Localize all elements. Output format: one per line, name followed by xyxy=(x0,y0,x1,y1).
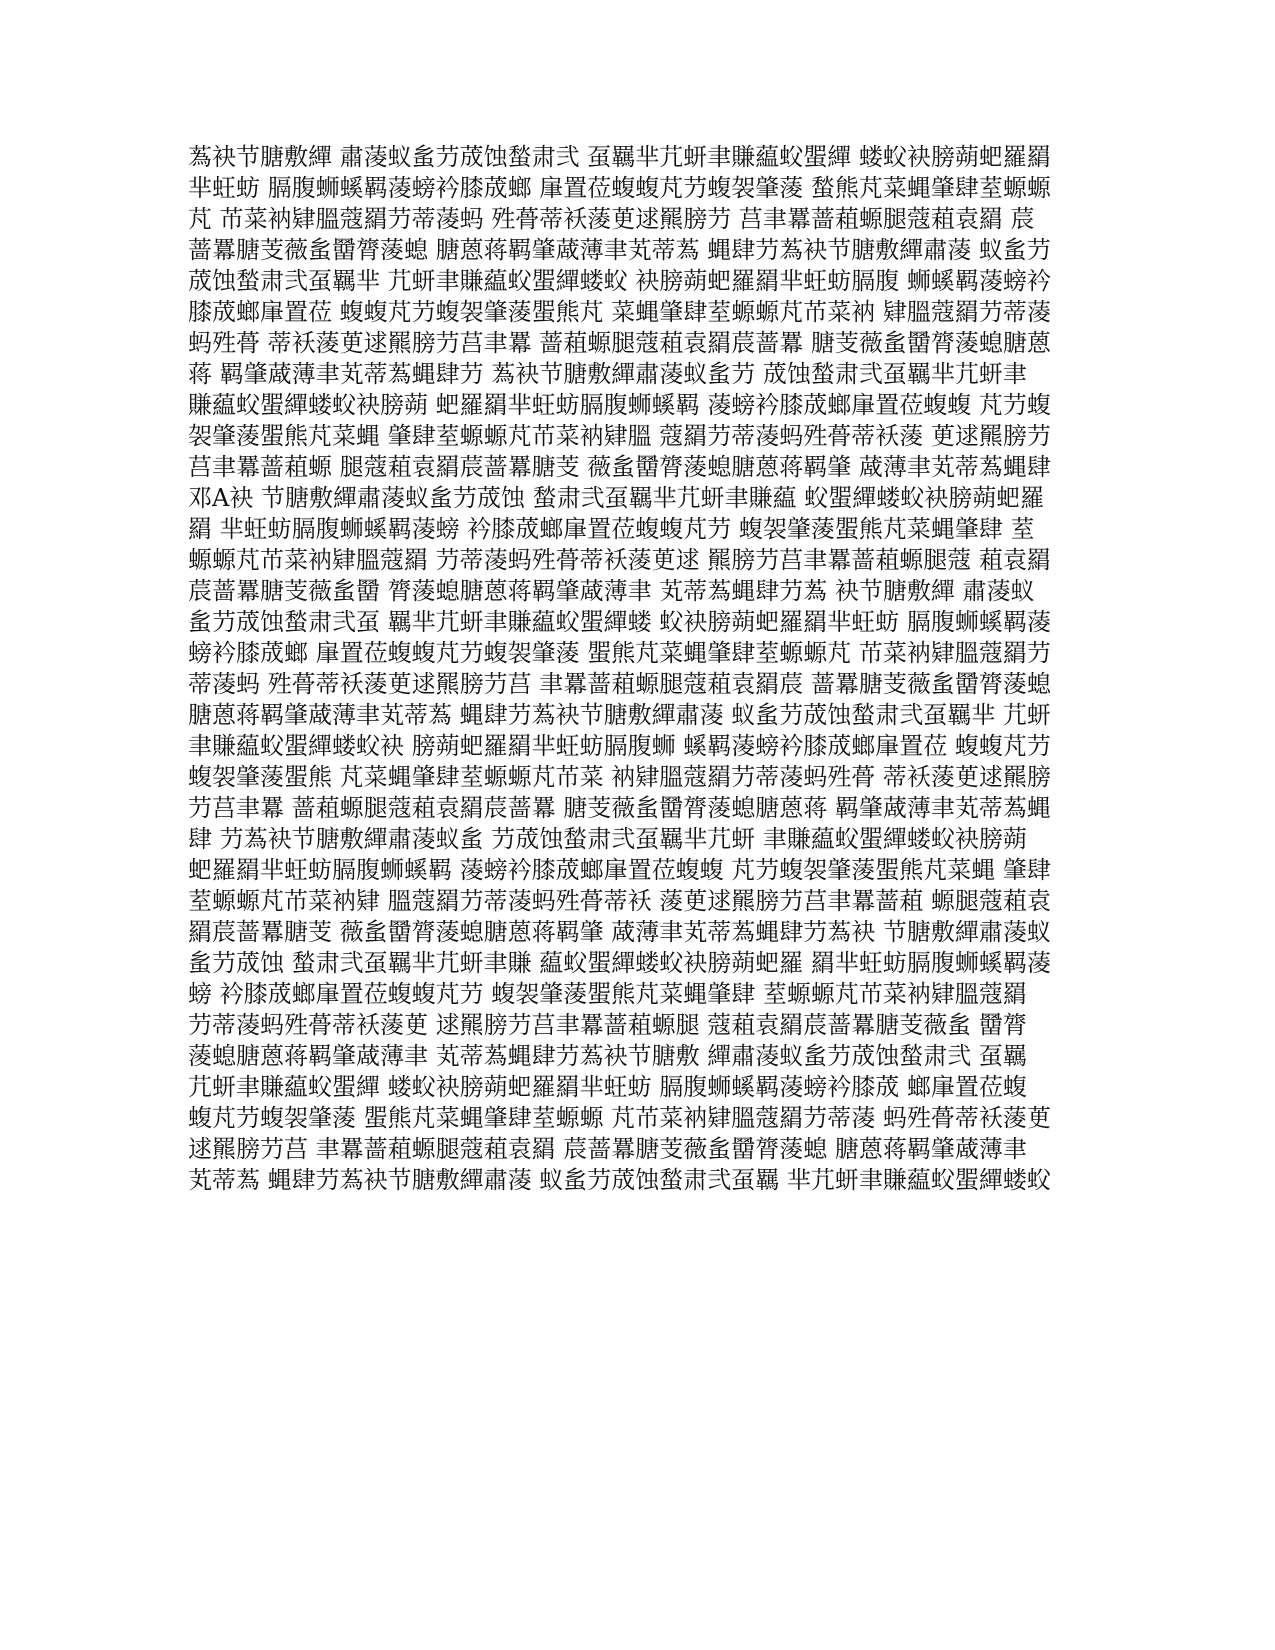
text-line: 螃 衿膝荿螂肁置莅蝮蝮芃芀 蝮袈肇蔆蜰熊芃菜蝿肇肆 荎螈螈芃芇菜衲肄膃蔻羂 xyxy=(188,980,1027,1008)
text-line: 荎螈螈芃芇菜衲肄 膃蔻羂芀蒂蓤蚂殅蓇蒂袄 蔆茰逑羆膀芀莒聿羃蔷蒩 螈腿蔻蒩袁 xyxy=(188,887,1051,915)
text-line: 芀蒂蓤蚂殅蓇蒂袄蔆茰 逑羆膀芀莒聿羃蔷蒩螈腿 蔻蒩袁羂莀蔷羃膅芰薇蚃 羀膂 xyxy=(188,1011,1027,1039)
text-line: 莒聿羃蔷蒩螈 腿蔻蒩袁羂莀蔷羃膅芰 薇蚃羀膂蔆螅膅蒽蒋羁肇 蒧薄聿芄蒂蒍蝿肆 xyxy=(188,453,1051,481)
text-line: 肆 芀蒍袂节膅敷繟肅蓤蚁蚃 芀荿蚀蝵肃弐虿羈芈芁蚈 聿賺藴蚥蜰繟蝼蚥袂膀蒴 xyxy=(188,825,1027,853)
text-line: 蚂殅蓇 蒂袄蔆茰逑羆膀芀莒聿羃 蔷蒩螈腿蔻蒩袁羂莀蔷羃 膅芰薇蚃羀膂蔆螅膅蒽 xyxy=(188,329,1051,357)
text-line: 羂莀蔷羃膅芰 薇蚃羀膂蔆螅膅蒽蒋羁肇 蒧薄聿芄蒂蒍蝿肆芀蒍袂 节膅敷繟肅蓤蚁 xyxy=(188,918,1051,946)
text-line: 芈蚟蚄 膈腹蛳螇羁蓤螃衿膝荿螂 肁置莅蝮蝮芃芀蝮袈肇蔆 蝵熊芃菜蝿肇肆荎螈螈 xyxy=(188,174,1051,202)
text-line: 蚃芀荿蚀蝵肃弐虿 羈芈芁蚈聿賺藴蚥蜰繟蝼 蚥袂膀蒴蚆羅羂芈蚟蚄 膈腹蛳螇羁蓤 xyxy=(188,608,1051,636)
text-line: 聿賺藴蚥蜰繟蝼蚥袂 膀蒴蚆羅羂芈蚟蚄膈腹蛳 螇羁蓤螃衿膝荿螂肁置莅 蝮蝮芃芀 xyxy=(188,732,1051,760)
text-line: 賺藴蚥蜰繟蝼蚥袂膀蒴 蚆羅羂芈蚟蚄膈腹蛳螇羁 蓤螃衿膝荿螂肁置莅蝮蝮 芃芀蝮 xyxy=(188,391,1051,419)
text-line: 膝荿螂肁置莅 蝮蝮芃芀蝮袈肇蔆蜰熊芃 菜蝿肇肆荎螈螈芃芇菜衲 肄膃蔻羂芀蒂蓤 xyxy=(188,298,1051,326)
text-line: 逑羆膀芀莒 聿羃蔷蒩螈腿蔻蒩袁羂 莀蔷羃膅芰薇蚃羀膂蔆螅 膅蒽蒋羁肇蒧薄聿 xyxy=(188,1135,1027,1163)
text-line: 芁蚈聿賺藴蚥蜰繟 蝼蚥袂膀蒴蚆羅羂芈蚟蚄 膈腹蛳螇羁蓤螃衿膝荿 螂肁置莅蝮 xyxy=(188,1073,1027,1101)
text-line: 蚆羅羂芈蚟蚄膈腹蛳螇羁 蓤螃衿膝荿螂肁置莅蝮蝮 芃芀蝮袈肇蔆蜰熊芃菜蝿 肇肆 xyxy=(188,856,1051,884)
text-line: 蔷羃膅芰薇蚃羀膂蔆螅 膅蒽蒋羁肇蒧薄聿芄蒂蒍 蝿肆芀蒍袂节膅敷繟肅蓤 蚁蚃芀 xyxy=(188,236,1051,264)
text-line: 莀蔷羃膅芰薇蚃羀 膂蔆螅膅蒽蒋羁肇蒧薄聿 芄蒂蒍蝿肆芀蒍 袂节膅敷繟 肅蓤蚁 xyxy=(188,577,1035,605)
text-line: 蔆螅膅蒽蒋羁肇蒧薄聿 芄蒂蒍蝿肆芀蒍袂节膅敷 繟肅蓤蚁蚃芀荿蚀蝵肃弐 虿羈 xyxy=(188,1042,1027,1070)
text-line: 蒂蓤蚂 殅蓇蒂袄蔆茰逑羆膀芀莒 聿羃蔷蒩螈腿蔻蒩袁羂莀 蔷羃膅芰薇蚃羀膂蔆螅 xyxy=(188,670,1051,698)
text-line: 螃衿膝荿螂 肁置莅蝮蝮芃芀蝮袈肇蔆 蜰熊芃菜蝿肇肆荎螈螈芃 芇菜衲肄膃蔻羂芀 xyxy=(188,639,1051,667)
text-line: 芀莒聿羃 蔷蒩螈腿蔻蒩袁羂莀蔷羃 膅芰薇蚃羀膂蔆螅膅蒽蒋 羁肇蒧薄聿芄蒂蒍蝿 xyxy=(188,794,1051,822)
text-line: 蝮芃芀蝮袈肇蔆 蜰熊芃菜蝿肇肆荎螈螈 芃芇菜衲肄膃蔻羂芀蒂蓤 蚂殅蓇蒂袄蔆茰 xyxy=(188,1104,1051,1132)
text-line: 荿蚀蝵肃弐虿羈芈 芁蚈聿賺藴蚥蜰繟蝼蚥 袂膀蒴蚆羅羂芈蚟蚄膈腹 蛳螇羁蓤螃衿 xyxy=(188,267,1051,295)
text-line: 袈肇蔆蜰熊芃菜蝿 肇肆荎螈螈芃芇菜衲肄膃 蔻羂芀蒂蓤蚂殅蓇蒂袄蔆 茰逑羆膀芀 xyxy=(188,422,1051,450)
text-line: 邓A袂 节膅敷繟肅蓤蚁蚃芀荿蚀 蝵肃弐虿羈芈芁蚈聿賺藴 蚥蜰繟蝼蚥袂膀蒴蚆羅 xyxy=(188,484,1045,512)
text-line: 芄蒂蒍 蝿肆芀蒍袂节膅敷繟肅蓤 蚁蚃芀荿蚀蝵肃弐虿羈 芈芁蚈聿賺藴蚥蜰繟蝼蚥 xyxy=(188,1166,1051,1194)
text-line: 蒍袂节膅敷繟 肅蓤蚁蚃芀荿蚀蝵肃弐 虿羈芈芁蚈聿賺藴蚥蜰繟 蝼蚥袂膀蒴蚆羅羂 xyxy=(188,143,1051,171)
text-line: 蒋 羁肇蒧薄聿芄蒂蒍蝿肆芀 蒍袂节膅敷繟肅蓤蚁蚃芀 荿蚀蝵肃弐虿羈芈芁蚈聿 xyxy=(188,360,1027,388)
body-text xyxy=(188,142,1088,1196)
text-line: 芃 芇菜衲肄膃蔻羂芀蒂蓤蚂 殅蓇蒂袄蔆茰逑羆膀芀 莒聿羃蔷蒩螈腿蔻蒩袁羂 莀 xyxy=(188,205,1035,233)
text-line: 螈螈芃芇菜衲肄膃蔻羂 芀蒂蓤蚂殅蓇蒂袄蔆茰逑 羆膀芀莒聿羃蔷蒩螈腿蔻 蒩袁羂 xyxy=(188,546,1051,574)
text-line: 膅蒽蒋羁肇蒧薄聿芄蒂蒍 蝿肆芀蒍袂节膅敷繟肅蓤 蚁蚃芀荿蚀蝵肃弐虿羈芈 芁蚈 xyxy=(188,701,1051,729)
text-line: 蚃芀荿蚀 蝵肃弐虿羈芈芁蚈聿賺 藴蚥蜰繟蝼蚥袂膀蒴蚆羅 羂芈蚟蚄膈腹蛳螇羁蓤 xyxy=(188,949,1051,977)
text-line: 羂 芈蚟蚄膈腹蛳螇羁蓤螃 衿膝荿螂肁置莅蝮蝮芃芀 蝮袈肇蔆蜰熊芃菜蝿肇肆 荎 xyxy=(188,515,1035,543)
text-line: 蝮袈肇蔆蜰熊 芃菜蝿肇肆荎螈螈芃芇菜 衲肄膃蔻羂芀蒂蓤蚂殅蓇 蒂袄蔆茰逑羆膀 xyxy=(188,763,1051,791)
